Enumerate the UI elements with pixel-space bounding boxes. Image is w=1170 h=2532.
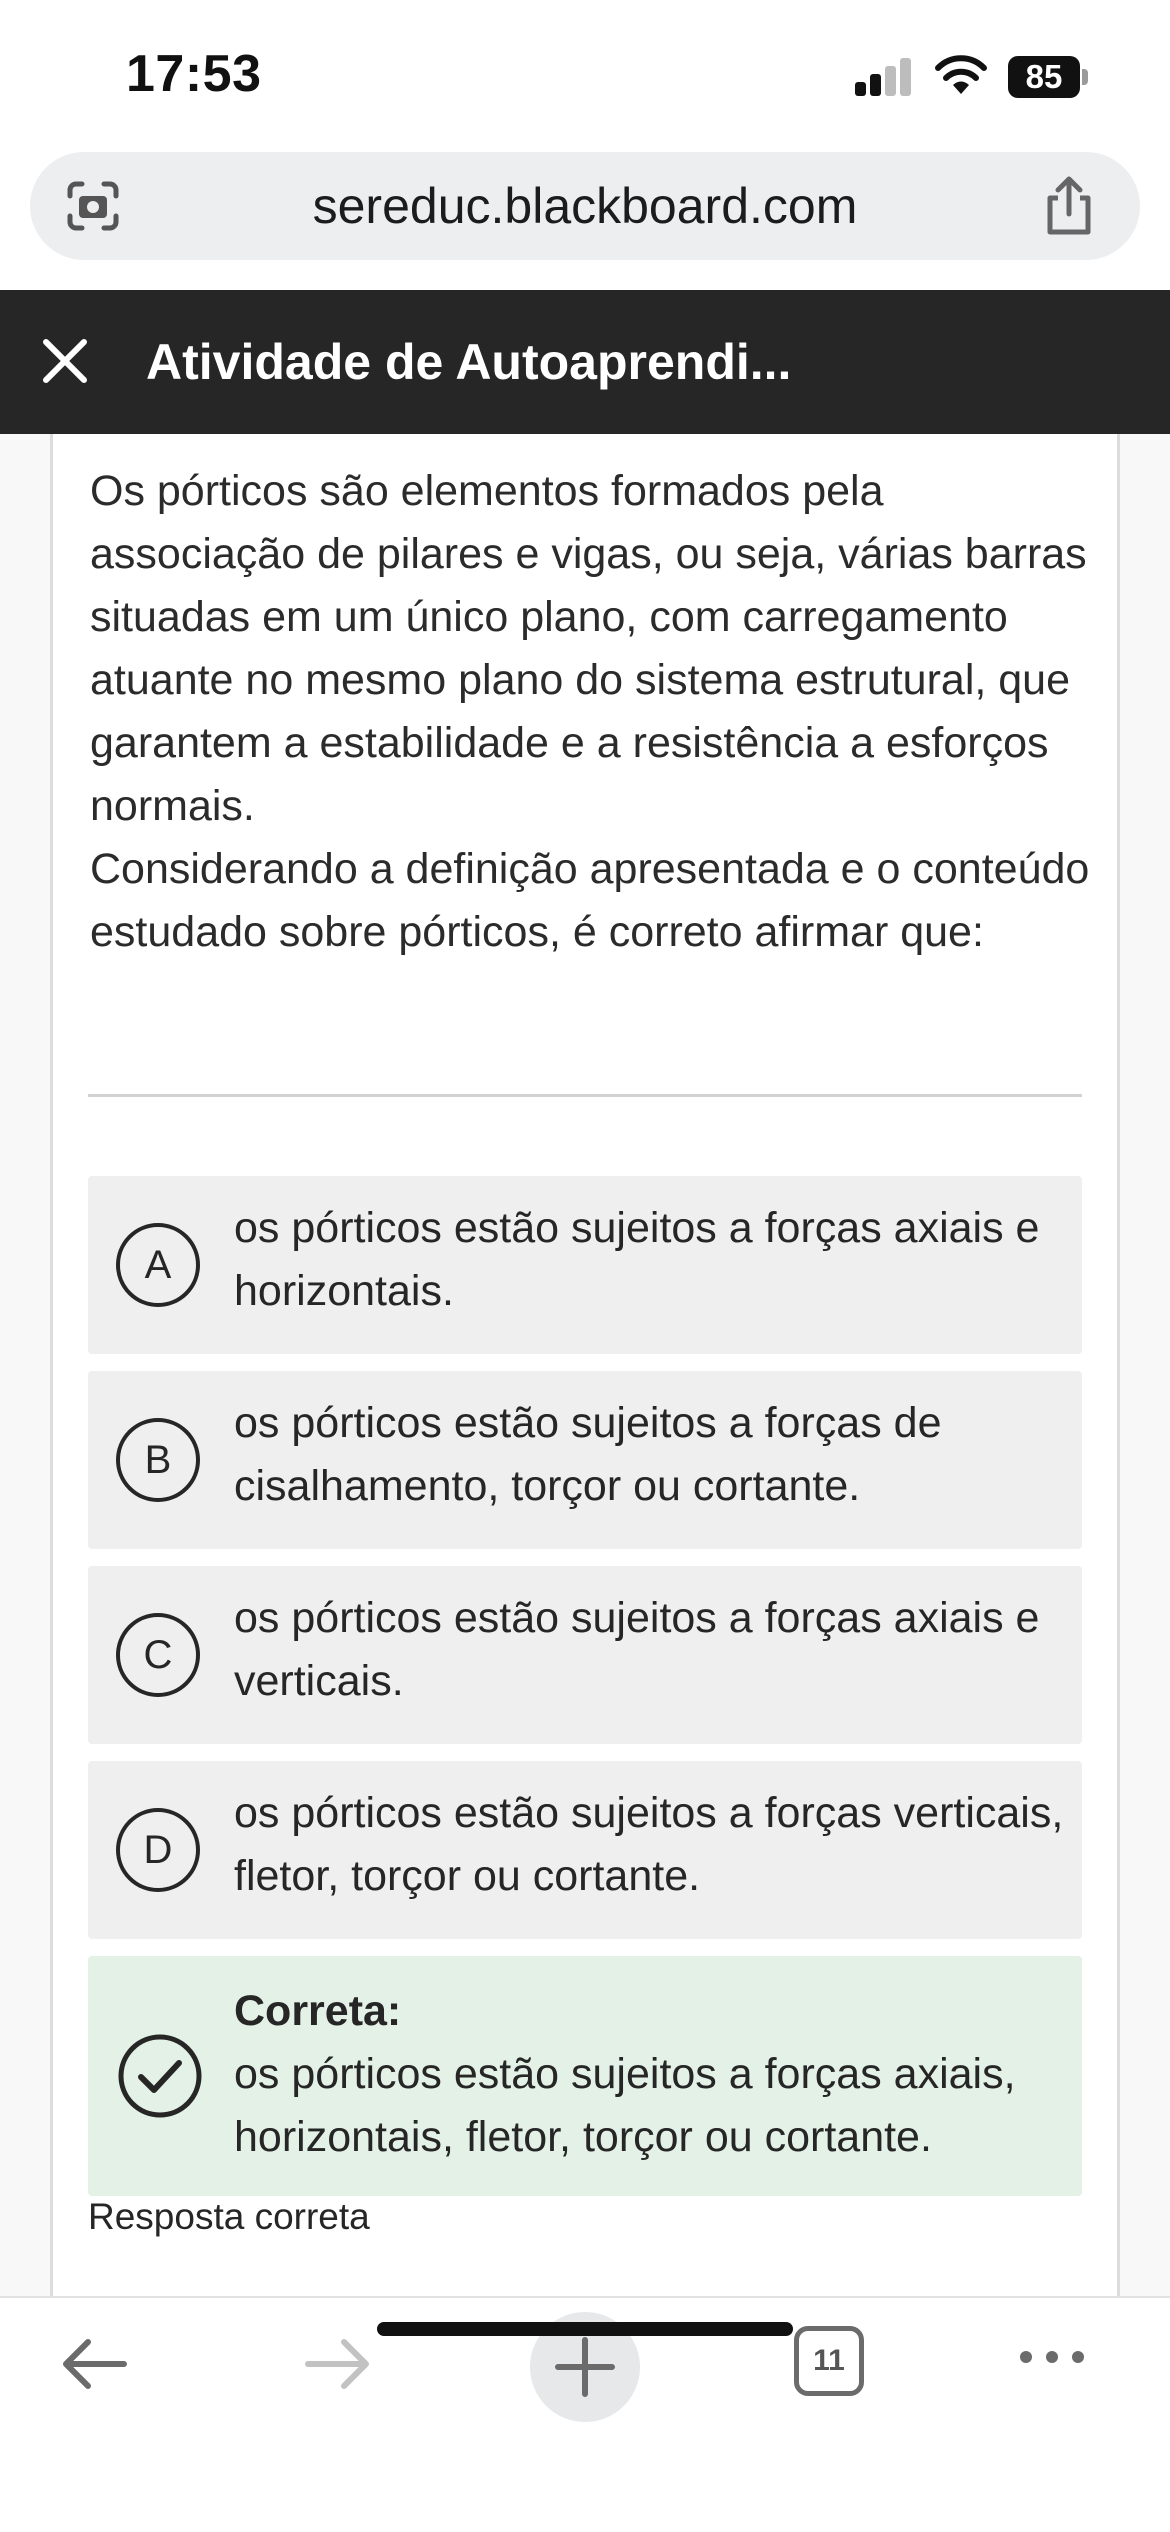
check-circle-icon xyxy=(116,2032,204,2120)
forward-arrow-icon[interactable] xyxy=(302,2334,374,2394)
answer-option-d[interactable] xyxy=(88,1761,1082,1939)
correct-label: Correta: xyxy=(234,1987,402,2035)
url-text[interactable]: sereduc.blackboard.com xyxy=(312,178,858,234)
answer-option-b[interactable] xyxy=(88,1371,1082,1549)
wifi-icon xyxy=(934,52,988,96)
option-letter-d: D xyxy=(116,1808,200,1892)
correct-answer-text: os pórticos estão sujeitos a forças axiais, horizontais, fletor, torçor ou cortante. xyxy=(234,2050,1016,2161)
answer-option-correct[interactable] xyxy=(88,1956,1082,2196)
home-indicator xyxy=(377,2322,793,2336)
status-bar xyxy=(0,0,1170,150)
page-title: Atividade de Autoaprendi... xyxy=(146,334,792,390)
battery-level: 85 xyxy=(1025,58,1063,95)
question-text xyxy=(90,460,1090,964)
option-text-a: os pórticos estão sujeitos a forças axiais e horizontais. xyxy=(234,1204,1040,1315)
divider xyxy=(88,1094,1082,1097)
more-icon[interactable] xyxy=(1016,2342,1088,2372)
option-text-c: os pórticos estão sujeitos a forças axiais e verticais. xyxy=(234,1594,1040,1705)
signal-icon xyxy=(855,58,913,96)
option-letter-a: A xyxy=(116,1223,200,1307)
question-prompt: Considerando a definição apresentada e o conteúdo estudado sobre pórticos, é correto afirmar que: xyxy=(90,845,1090,956)
option-text-b: os pórticos estão sujeitos a forças de cisalhamento, torçor ou cortante. xyxy=(234,1399,942,1510)
feedback-text: Resposta correta xyxy=(88,2196,370,2237)
correct-option-text xyxy=(234,1980,1064,2169)
answer-option-c[interactable] xyxy=(88,1566,1082,1744)
back-arrow-icon[interactable] xyxy=(58,2334,130,2394)
option-letter-b: B xyxy=(116,1418,200,1502)
status-time: 17:53 xyxy=(126,45,262,103)
option-letter-c: C xyxy=(116,1613,200,1697)
activity-header xyxy=(0,290,1170,434)
tabs-icon[interactable]: 11 xyxy=(794,2326,864,2396)
address-bar[interactable] xyxy=(30,152,1140,260)
battery-icon xyxy=(1008,56,1088,98)
share-icon[interactable] xyxy=(1040,176,1098,236)
option-text-d: os pórticos estão sujeitos a forças verticais, fletor, torçor ou cortante. xyxy=(234,1789,1064,1900)
answer-option-a[interactable] xyxy=(88,1176,1082,1354)
close-icon[interactable] xyxy=(40,336,90,386)
question-paragraph: Os pórticos são elementos formados pela associação de pilares e vigas, ou seja, várias barras situadas em um único plano, com carregamento atuante no mesmo plano do sistema estrutural, que garantem a estabilidade e a resistência a esforços normais. xyxy=(90,467,1087,830)
